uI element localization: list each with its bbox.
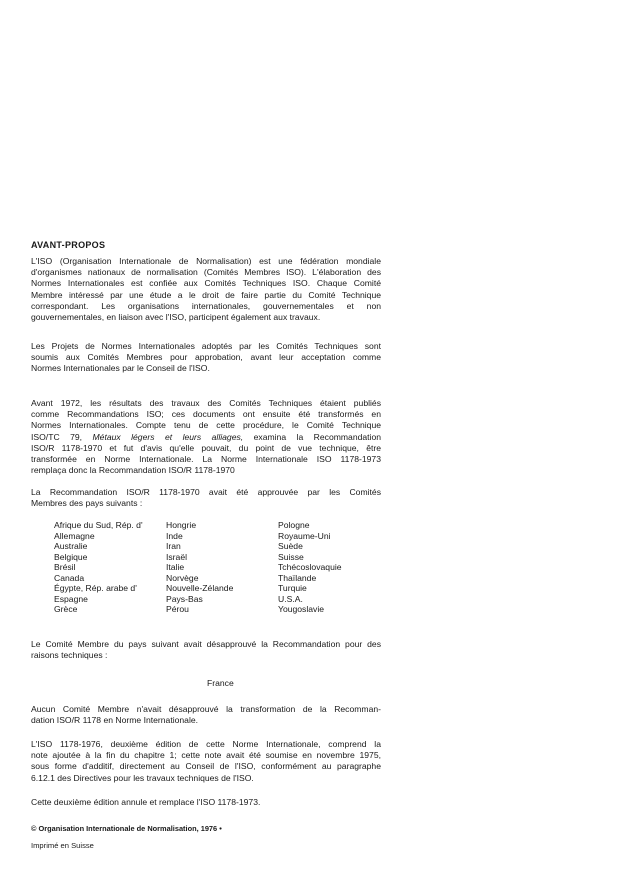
disapproving-country: France bbox=[207, 678, 234, 688]
text-line bbox=[31, 432, 381, 443]
country-item: Afrique du Sud, Rép. d' bbox=[54, 520, 143, 530]
text-line: Cette deuxième édition annule et remplace l'ISO 1178-1973. bbox=[31, 797, 261, 807]
text-line: L'ISO (Organisation Internationale de Normalisation) est une fédération mondiale bbox=[31, 256, 381, 266]
printed-in: Imprimé en Suisse bbox=[31, 841, 94, 850]
text-line: d'organismes nationaux de normalisation (Comités Membres ISO). L'élaboration des bbox=[31, 267, 381, 278]
text-line: sous forme d'additif, directement au Conseil de l'ISO, conformément au paragraphe bbox=[31, 761, 381, 772]
country-item: Norvège bbox=[166, 572, 199, 583]
country-item: Pays-Bas bbox=[166, 593, 203, 604]
text-line: ISO/R 1178-1970 et fut d'avis qu'elle pouvait, du point de vue technique, être bbox=[31, 442, 381, 453]
country-item: Belgique bbox=[54, 551, 88, 562]
country-item: Australie bbox=[54, 541, 88, 551]
committee-title: Métaux légers et leurs alliages, bbox=[92, 431, 244, 442]
text-line: Normes Internationales par le Conseil de l'ISO. bbox=[31, 363, 210, 374]
paragraph-iso-intro bbox=[31, 256, 381, 323]
paragraph-approval bbox=[31, 487, 381, 509]
text-line: raisons techniques : bbox=[31, 650, 108, 661]
country-item: Pologne bbox=[278, 520, 310, 530]
country-item: Suède bbox=[278, 541, 303, 551]
country-item: Grèce bbox=[54, 604, 78, 614]
text-fragment: examina la Recommandation bbox=[253, 431, 382, 442]
country-item: Nouvelle-Zélande bbox=[166, 583, 234, 593]
country-item: Italie bbox=[166, 562, 185, 572]
country-item: Israël bbox=[166, 551, 188, 562]
text-line: Membre intéressé par une étude a le droit de faire partie du Comité Technique bbox=[31, 289, 381, 300]
text-line: Normes Internationales est confiée aux Comités Techniques ISO. Chaque Comité bbox=[31, 278, 381, 289]
country-item: Égypte, Rép. arabe d' bbox=[54, 583, 137, 593]
text-fragment: ISO/TC 79, bbox=[31, 431, 83, 442]
text-line: Les Projets de Normes Internationales adoptés par les Comités Techniques sont bbox=[31, 341, 381, 351]
text-line: dation ISO/R 1178 en Norme Internationale. bbox=[31, 715, 199, 726]
paragraph-draft-standards bbox=[31, 341, 381, 375]
foreword-heading: AVANT-PROPOS bbox=[31, 240, 106, 250]
country-item: Royaume-Uni bbox=[278, 530, 331, 541]
approving-countries-list bbox=[54, 520, 384, 615]
text-line: Le Comité Membre du pays suivant avait désapprouvé la Recommandation pour des bbox=[31, 639, 381, 649]
text-line: Normes Internationales. Compte tenu de cette procédure, le Comité Technique bbox=[31, 420, 381, 431]
text-line: La Recommandation ISO/R 1178-1970 avait été approuvée par les Comités bbox=[31, 487, 381, 497]
paragraph-history bbox=[31, 398, 381, 476]
paragraph-supersedes bbox=[31, 797, 381, 808]
text-line: gouvernementales, en liaison avec l'ISO, participent également aux travaux. bbox=[31, 312, 321, 323]
country-item: Tchécoslovaquie bbox=[278, 562, 342, 572]
text-line: transformée en Norme Internationale. La Norme Internationale ISO 1178-1973 bbox=[31, 454, 381, 465]
country-item: U.S.A. bbox=[278, 593, 303, 604]
country-item: Iran bbox=[166, 541, 181, 551]
text-line: L'ISO 1178-1976, deuxième édition de cette Norme Internationale, comprend la bbox=[31, 739, 381, 749]
country-item: Thaïlande bbox=[278, 572, 317, 583]
country-item: Suisse bbox=[278, 551, 304, 562]
country-item: Brésil bbox=[54, 562, 76, 572]
text-line: Aucun Comité Membre n'avait désapprouvé la transformation de la Recomman- bbox=[31, 704, 381, 714]
text-line: Membres des pays suivants : bbox=[31, 498, 143, 509]
paragraph-second-edition bbox=[31, 739, 381, 784]
country-item: Espagne bbox=[54, 593, 88, 604]
country-item: Canada bbox=[54, 572, 85, 583]
country-item: Yougoslavie bbox=[278, 604, 325, 614]
text-line: soumis aux Comités Membres pour approbation, avant leur acceptation comme bbox=[31, 352, 381, 363]
country-item: Turquie bbox=[278, 583, 307, 593]
text-line: 6.12.1 des Directives pour les travaux techniques de l'ISO. bbox=[31, 772, 254, 783]
text-line: note ajoutée à la fin du chapitre 1; cette note avait été soumise en novembre 1975, bbox=[31, 750, 381, 761]
paragraph-no-disapproval bbox=[31, 704, 381, 726]
country-item: Hongrie bbox=[166, 520, 197, 530]
copyright-notice: © Organisation Internationale de Normalisation, 1976 • bbox=[31, 824, 222, 833]
text-line: remplaça donc la Recommandation ISO/R 1178-1970 bbox=[31, 465, 235, 476]
paragraph-disapproval bbox=[31, 639, 381, 661]
text-line: correspondant. Les organisations internationales, gouvernementales et non bbox=[31, 300, 381, 311]
country-item: Inde bbox=[166, 530, 183, 541]
country-item: Allemagne bbox=[54, 530, 95, 541]
country-item: Pérou bbox=[166, 604, 189, 614]
text-line: comme Recommandations ISO; ces documents ont ensuite été transformés en bbox=[31, 409, 381, 420]
text-line: Avant 1972, les résultats des travaux des Comités Techniques étaient publiés bbox=[31, 398, 381, 408]
